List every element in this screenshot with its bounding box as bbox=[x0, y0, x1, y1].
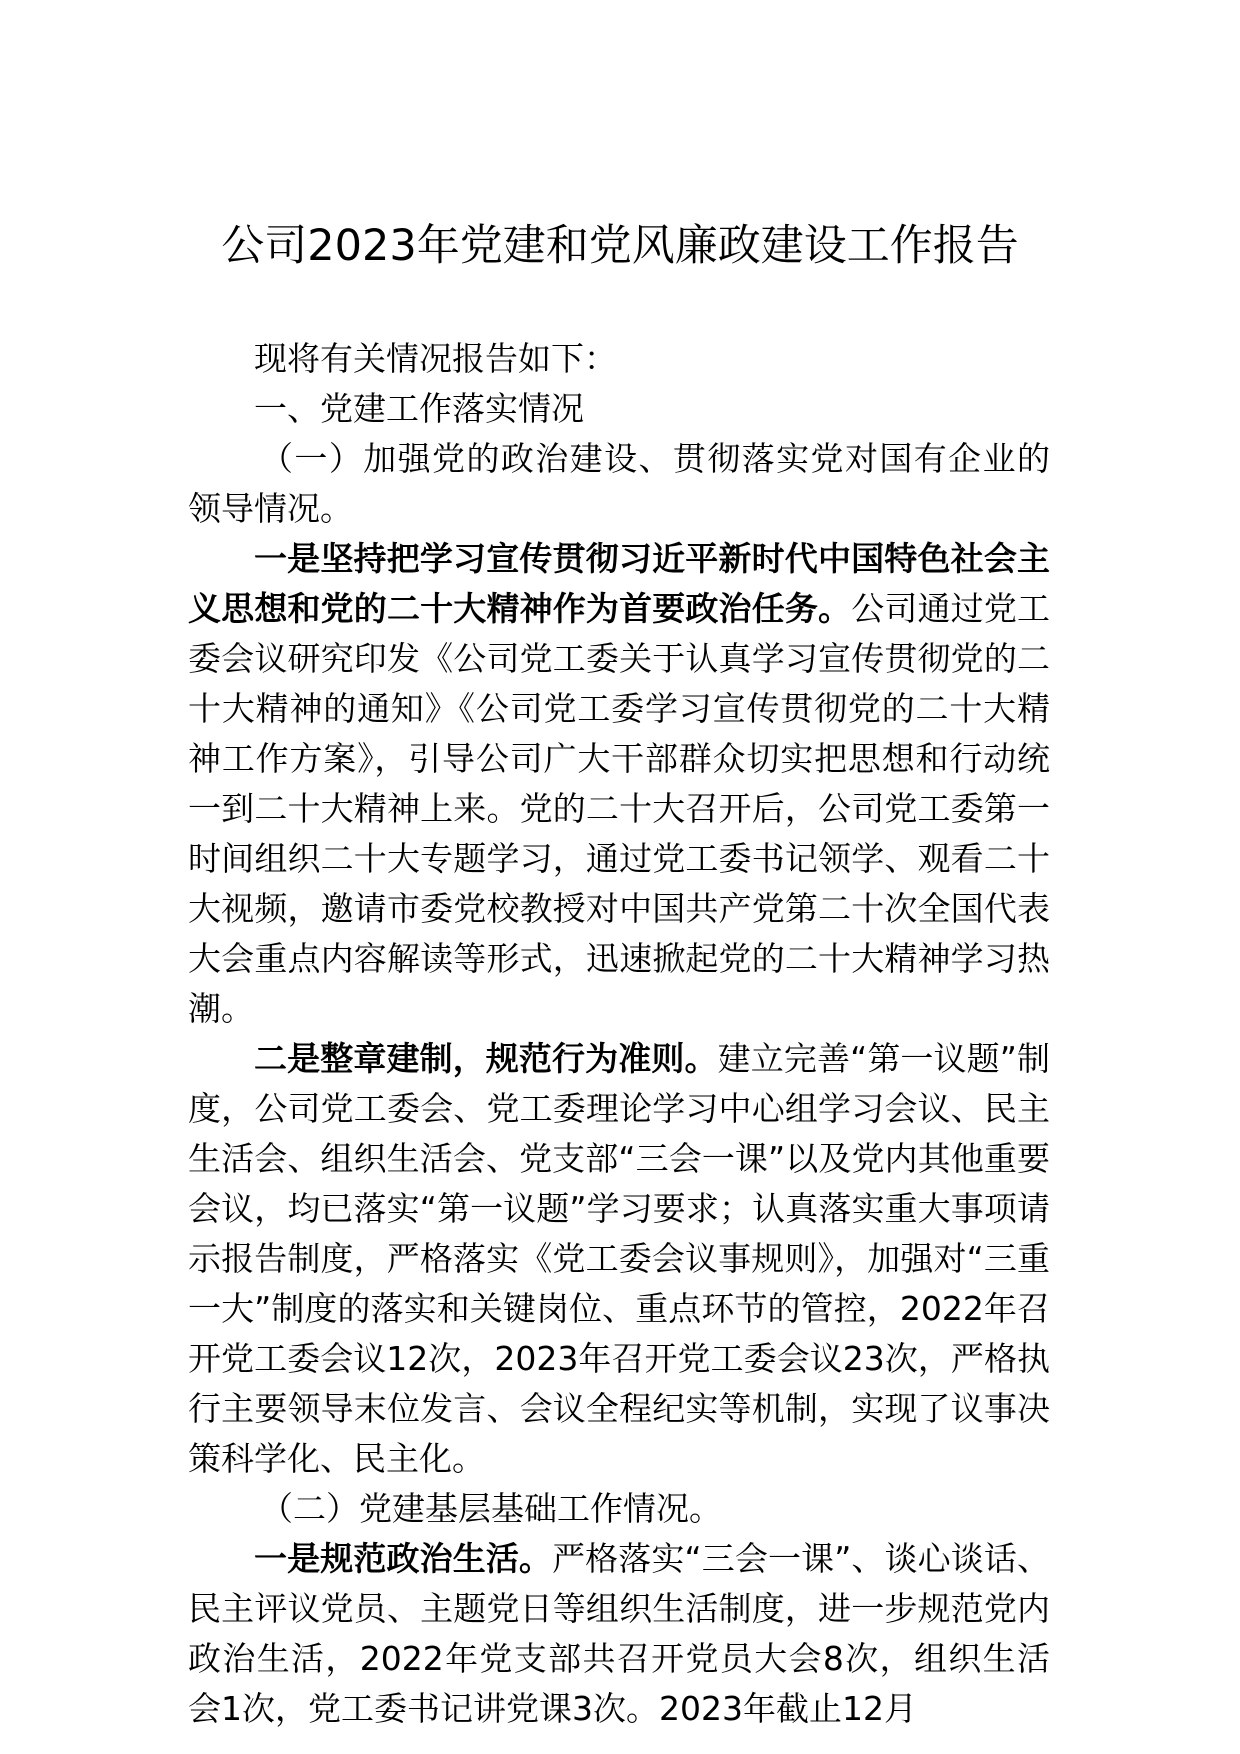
paragraph-lead: 一是坚持把学习宣传贯彻习近平新时代中国特色社会主义思想和党的二十大精神作为首要政治任务。 bbox=[188, 539, 1050, 628]
subsection-heading: （一）加强党的政治建设、贯彻落实党对国有企业的领导情况。 bbox=[188, 439, 1050, 528]
body-paragraph bbox=[188, 1034, 1050, 1484]
document-body bbox=[188, 334, 1050, 1734]
body-paragraph bbox=[188, 1534, 1050, 1734]
paragraph-lead: 一是规范政治生活。 bbox=[254, 1539, 553, 1578]
body-paragraph bbox=[188, 534, 1050, 1034]
document-title: 公司2023年党建和党风廉政建设工作报告 bbox=[221, 221, 1019, 271]
section-heading: 一、党建工作落实情况 bbox=[254, 389, 584, 428]
paragraph-text: 公司通过党工委会议研究印发《公司党工委关于认真学习宣传贯彻党的二十大精神的通知》《公司党工委学习宣传贯彻党的二十大精神工作方案》，引导公司广大干部群众切实把思想和行动统一到二十大精神上来。党的二十大召开后，公司党工委第一时间组织二十大专题学习，通过党工委书记领学、观看二十大视频，邀请市委党校教授对中国共产党第二十次全国代表大会重点内容解读等形式，迅速掀起党的二十大精神学习热潮。 bbox=[188, 589, 1051, 1028]
intro-paragraph: 现将有关情况报告如下： bbox=[254, 339, 617, 378]
subsection-heading: （二）党建基层基础工作情况。 bbox=[260, 1489, 722, 1528]
paragraph-lead: 二是整章建制，规范行为准则。 bbox=[254, 1039, 718, 1078]
paragraph-text: 严格落实“三会一课”、谈心谈话、民主评议党员、主题党日等组织生活制度，进一步规范党内政治生活，2022年党支部共召开党员大会8次，组织生活会1次，党工委书记讲党课3次。2023年截止12月 bbox=[188, 1539, 1051, 1728]
paragraph-text: 建立完善“第一议题”制度，公司党工委会、党工委理论学习中心组学习会议、民主生活会、组织生活会、党支部“三会一课”以及党内其他重要会议，均已落实“第一议题”学习要求；认真落实重大事项请示报告制度，严格落实《党工委会议事规则》，加强对“三重一大”制度的落实和关键岗位、重点环节的管控，2022年召开党工委会议12次，2023年召开党工委会议23次，严格执行主要领导末位发言、会议全程纪实等机制，实现了议事决策科学化、民主化。 bbox=[188, 1039, 1050, 1478]
